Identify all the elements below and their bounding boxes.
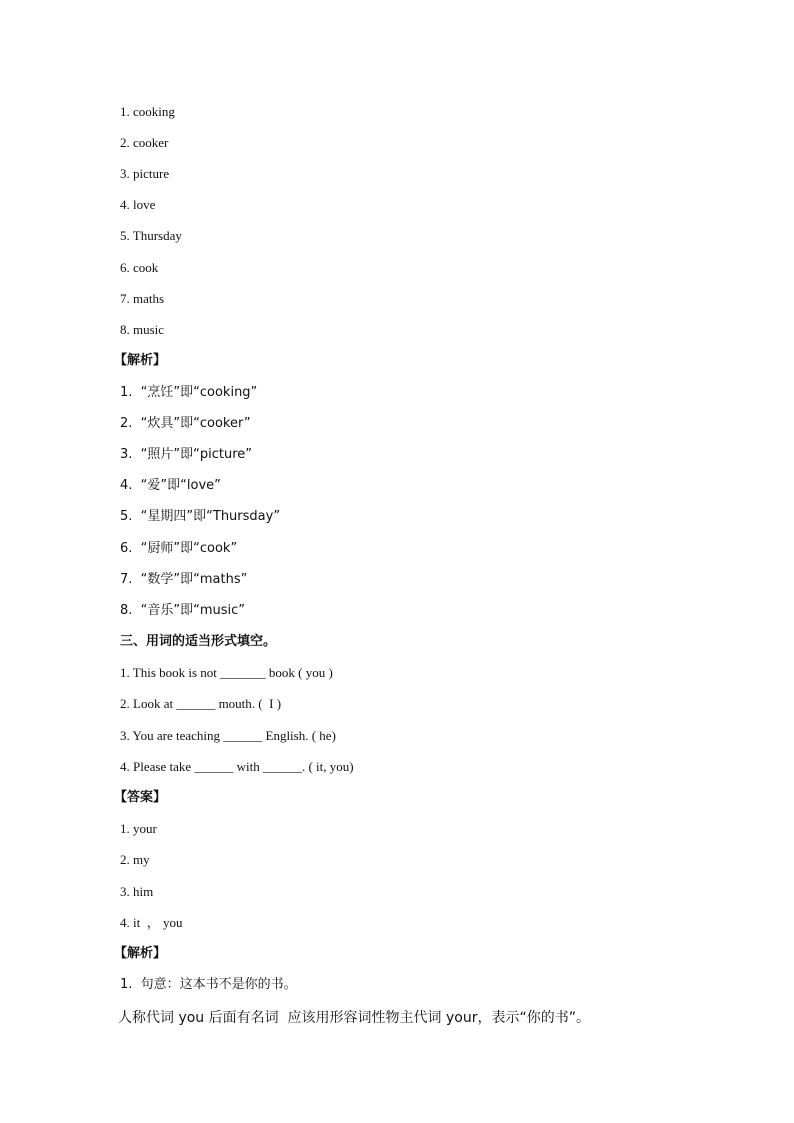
analysis-item: 1. 句意：这本书不是你的书。 xyxy=(120,977,297,992)
question-item: 3. You are teaching ______ English. ( he) xyxy=(120,728,336,743)
analysis-item: 7. “数学”即“maths” xyxy=(120,572,248,587)
section-heading: 三、用词的适当形式填空。 xyxy=(120,634,277,649)
answer-item: 1. cooking xyxy=(120,104,175,119)
answer-item: 7. maths xyxy=(120,291,165,306)
answer-item: 3. him xyxy=(120,884,154,899)
analysis-item: 8. “音乐”即“music” xyxy=(120,603,246,618)
analysis-item: 1. “烹饪”即“cooking” xyxy=(120,385,258,400)
question-item: 2. Look at ______ mouth. ( I ) xyxy=(120,696,282,711)
analysis-explanation: 人称代词 you 后面有名词 应该用形容词性物主代词 your，表示“你的书”。 xyxy=(118,1010,590,1026)
answer-item: 1. your xyxy=(120,821,157,836)
answer-item: 4. love xyxy=(120,197,156,212)
analysis-item: 3. “照片”即“picture” xyxy=(120,447,253,462)
answer-item: 8. music xyxy=(120,322,165,337)
analysis-heading: 【解析】 xyxy=(114,353,167,368)
answer-item: 2. my xyxy=(120,852,150,867)
answer-item: 4. it ， you xyxy=(120,915,183,930)
analysis-item: 4. “爱”即“love” xyxy=(120,478,221,493)
analysis-item: 5. “星期四”即“Thursday” xyxy=(120,509,281,524)
answer-item: 5. Thursday xyxy=(120,228,182,243)
answer-heading: 【答案】 xyxy=(114,790,167,805)
answer-item: 2. cooker xyxy=(120,135,169,150)
analysis-item: 2. “炊具”即“cooker” xyxy=(120,416,251,431)
answer-item: 6. cook xyxy=(120,260,159,275)
analysis-item: 6. “厨师”即“cook” xyxy=(120,541,238,556)
question-item: 1. This book is not _______ book ( you ) xyxy=(120,665,333,680)
question-item: 4. Please take ______ with ______. ( it, you) xyxy=(120,759,354,774)
answer-item: 3. picture xyxy=(120,166,170,181)
analysis-heading: 【解析】 xyxy=(114,946,167,961)
